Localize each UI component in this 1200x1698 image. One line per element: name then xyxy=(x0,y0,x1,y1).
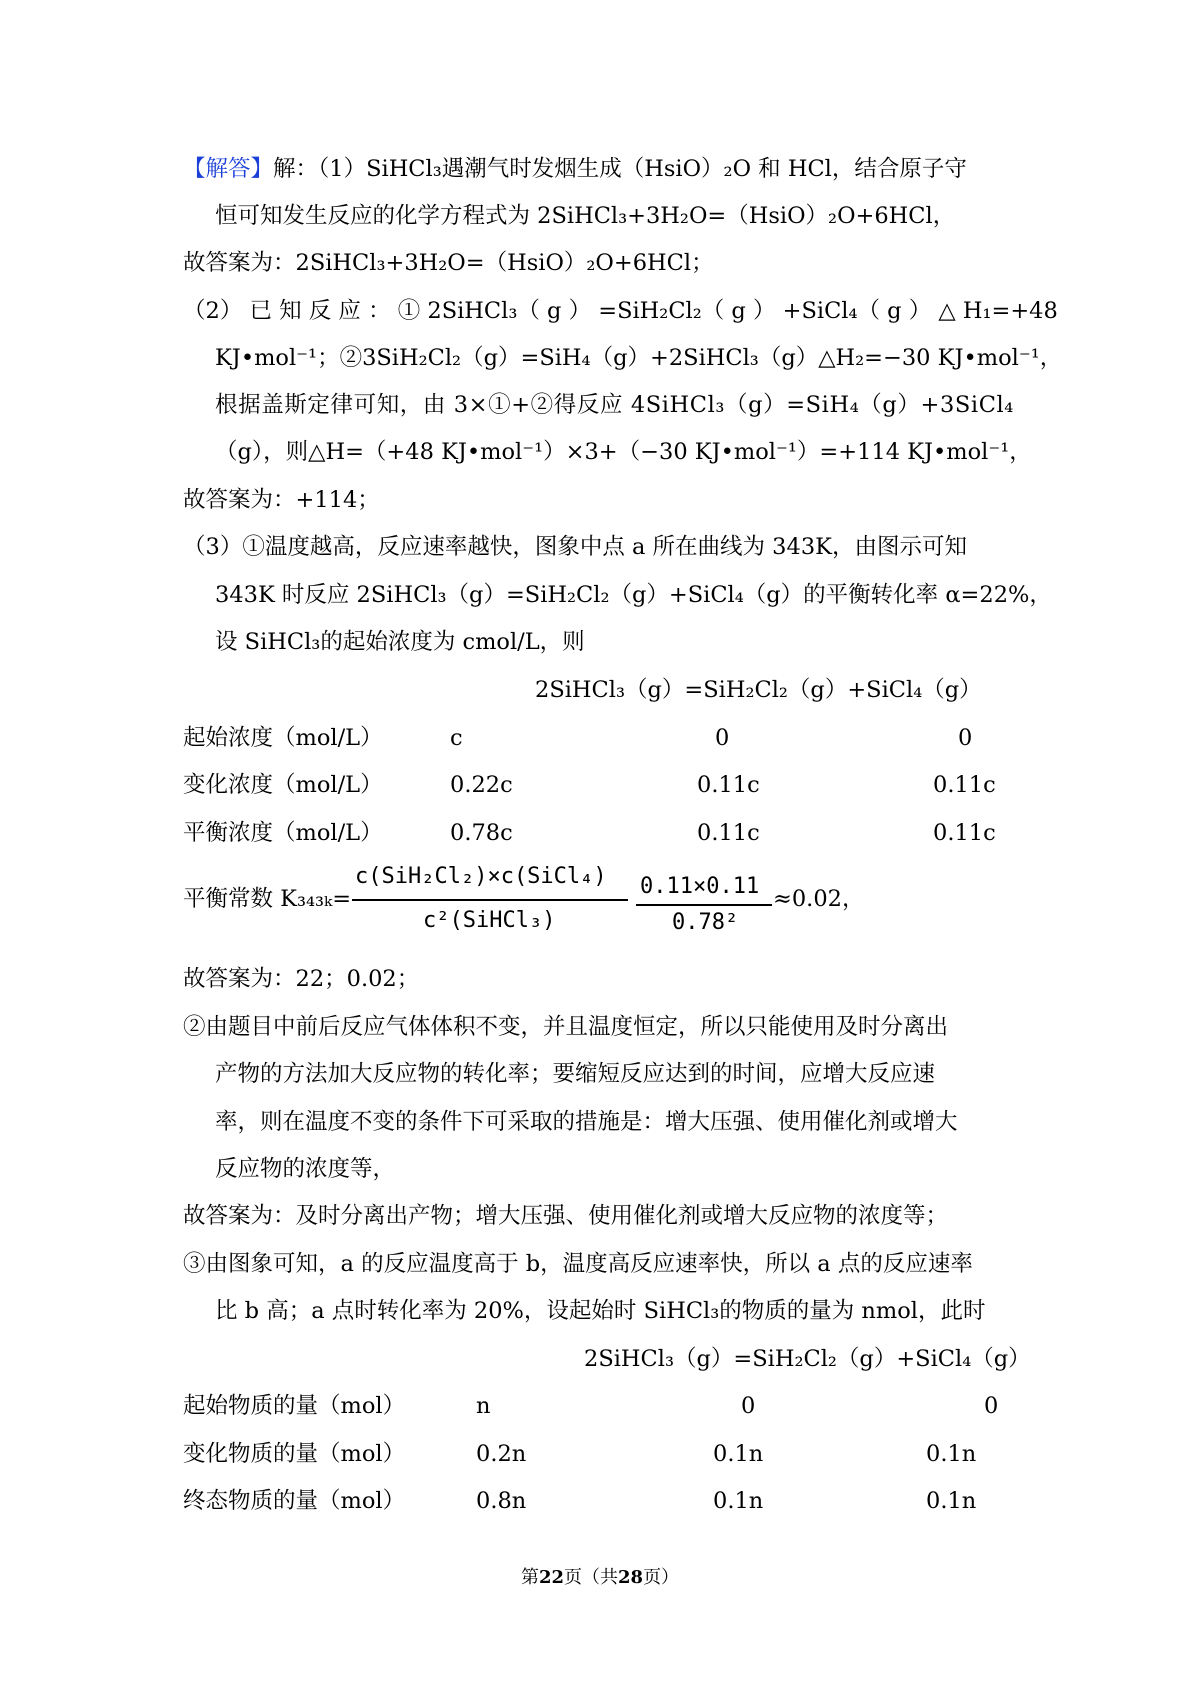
table-cell: c xyxy=(450,725,463,751)
paragraph-3-line-3: 设 SiHCl₃的起始浓度为 cmol/L，则 xyxy=(215,629,585,655)
paragraph-5-line-1: ③由图象可知，a 的反应温度高于 b，温度高反应速率快，所以 a 点的反应速率 xyxy=(183,1251,973,1277)
table-cell: 0.1n xyxy=(926,1488,977,1514)
table-2-equation: 2SiHCl₃（g）=SiH₂Cl₂（g）+SiCl₄（g） xyxy=(584,1346,1031,1372)
table-cell: 0.11c xyxy=(933,772,996,798)
paragraph-1-line-1: 【解答】解：（1）SiHCl₃遇潮气时发烟生成（HsiO）₂O 和 HCl，结合原子守 xyxy=(183,156,967,182)
paragraph-2-line-2: KJ•mol⁻¹；②3SiH₂Cl₂（g）=SiH₄（g）+2SiHCl₃（g）△H₂=−30 KJ•mol⁻¹， xyxy=(215,345,1063,371)
paragraph-1-line-2: 恒可知发生反应的化学方程式为 2SiHCl₃+3H₂O=（HsiO）₂O+6HCl， xyxy=(215,203,956,229)
paragraph-5-line-2: 比 b 高；a 点时转化率为 20%，设起始时 SiHCl₃的物质的量为 nmol，此时 xyxy=(215,1298,986,1324)
k-numerator-expression: c(SiH₂Cl₂)×c(SiCl₄) xyxy=(355,864,607,889)
answer-2: 故答案为：+114； xyxy=(183,487,380,513)
table-cell: 0.2n xyxy=(476,1441,527,1467)
table-cell: 0.8n xyxy=(476,1488,527,1514)
total-pages: 28 xyxy=(618,1567,644,1588)
table-cell: 0.11c xyxy=(697,772,760,798)
table-row-label: 变化浓度（mol/L） xyxy=(183,772,383,798)
table-cell: n xyxy=(476,1393,491,1419)
answer-1: 故答案为：2SiHCl₃+3H₂O=（HsiO）₂O+6HCl； xyxy=(183,250,714,276)
paragraph-4-line-1: ②由题目中前后反应气体体积不变，并且温度恒定，所以只能使用及时分离出 xyxy=(183,1014,949,1040)
table-cell: 0.1n xyxy=(926,1441,977,1467)
fraction-bar xyxy=(636,904,772,906)
answer-tag: 【解答】 xyxy=(183,156,274,182)
table-row-label: 起始浓度（mol/L） xyxy=(183,725,383,751)
table-cell: 0 xyxy=(984,1393,999,1419)
paragraph-3-line-2: 343K 时反应 2SiHCl₃（g）=SiH₂Cl₂（g）+SiCl₄（g）的平衡转化率 α=22%， xyxy=(215,582,1052,608)
table-cell: 0 xyxy=(715,725,730,751)
table-1-equation: 2SiHCl₃（g）=SiH₂Cl₂（g）+SiCl₄（g） xyxy=(535,677,982,703)
table-row-label: 终态物质的量（mol） xyxy=(183,1488,406,1514)
table-cell: 0 xyxy=(741,1393,756,1419)
table-cell: 0.11c xyxy=(933,820,996,846)
k-denominator-values: 0.78² xyxy=(672,910,739,935)
table-cell: 0 xyxy=(958,725,973,751)
k-numerator-values: 0.11×0.11 xyxy=(640,874,760,899)
table-cell: 0.78c xyxy=(450,820,513,846)
current-page-number: 22 xyxy=(538,1567,564,1588)
fraction-bar xyxy=(352,899,628,901)
paragraph-2-line-4: （g），则△H=（+48 KJ•mol⁻¹）×3+（−30 KJ•mol⁻¹）=+114 KJ•mol⁻¹， xyxy=(215,439,1032,465)
table-row-label: 起始物质的量（mol） xyxy=(183,1393,406,1419)
table-cell: 0.11c xyxy=(697,820,760,846)
k-suffix: ≈0.02， xyxy=(773,886,865,912)
table-cell: 0.1n xyxy=(713,1441,764,1467)
table-cell: 0.22c xyxy=(450,772,513,798)
k-prefix: 平衡常数 K₃₄₃ₖ= xyxy=(183,886,352,912)
paragraph-4-line-2: 产物的方法加大反应物的转化率；要缩短反应达到的时间，应增大反应速 xyxy=(215,1061,936,1087)
paragraph-2-line-3: 根据盖斯定律可知，由 3×①+②得反应 4SiHCl₃（g）=SiH₄（g）+3SiCl₄ xyxy=(215,392,1014,418)
k-denominator-expression: c²(SiHCl₃) xyxy=(423,908,556,933)
table-row-label: 平衡浓度（mol/L） xyxy=(183,820,383,846)
table-cell: 0.1n xyxy=(713,1488,764,1514)
table-row-label: 变化物质的量（mol） xyxy=(183,1441,406,1467)
paragraph-3-line-1: （3）①温度越高，反应速率越快，图象中点 a 所在曲线为 343K，由图示可知 xyxy=(183,534,967,560)
paragraph-4-line-3: 率，则在温度不变的条件下可采取的措施是：增大压强、使用催化剂或增大 xyxy=(215,1109,958,1135)
answer-4: 故答案为：及时分离出产物；增大压强、使用催化剂或增大反应物的浓度等； xyxy=(183,1203,949,1229)
paragraph-4-line-4: 反应物的浓度等， xyxy=(215,1156,396,1182)
paragraph-2-line-1: （2） 已 知 反 应 ： ① 2SiHCl₃（ g ） =SiH₂Cl₂（ g ） +SiCl₄（ g ） △ H₁=+48 xyxy=(183,298,1058,324)
answer-3: 故答案为：22；0.02； xyxy=(183,966,420,992)
page-footer: 第22页（共28页） xyxy=(520,1567,680,1588)
